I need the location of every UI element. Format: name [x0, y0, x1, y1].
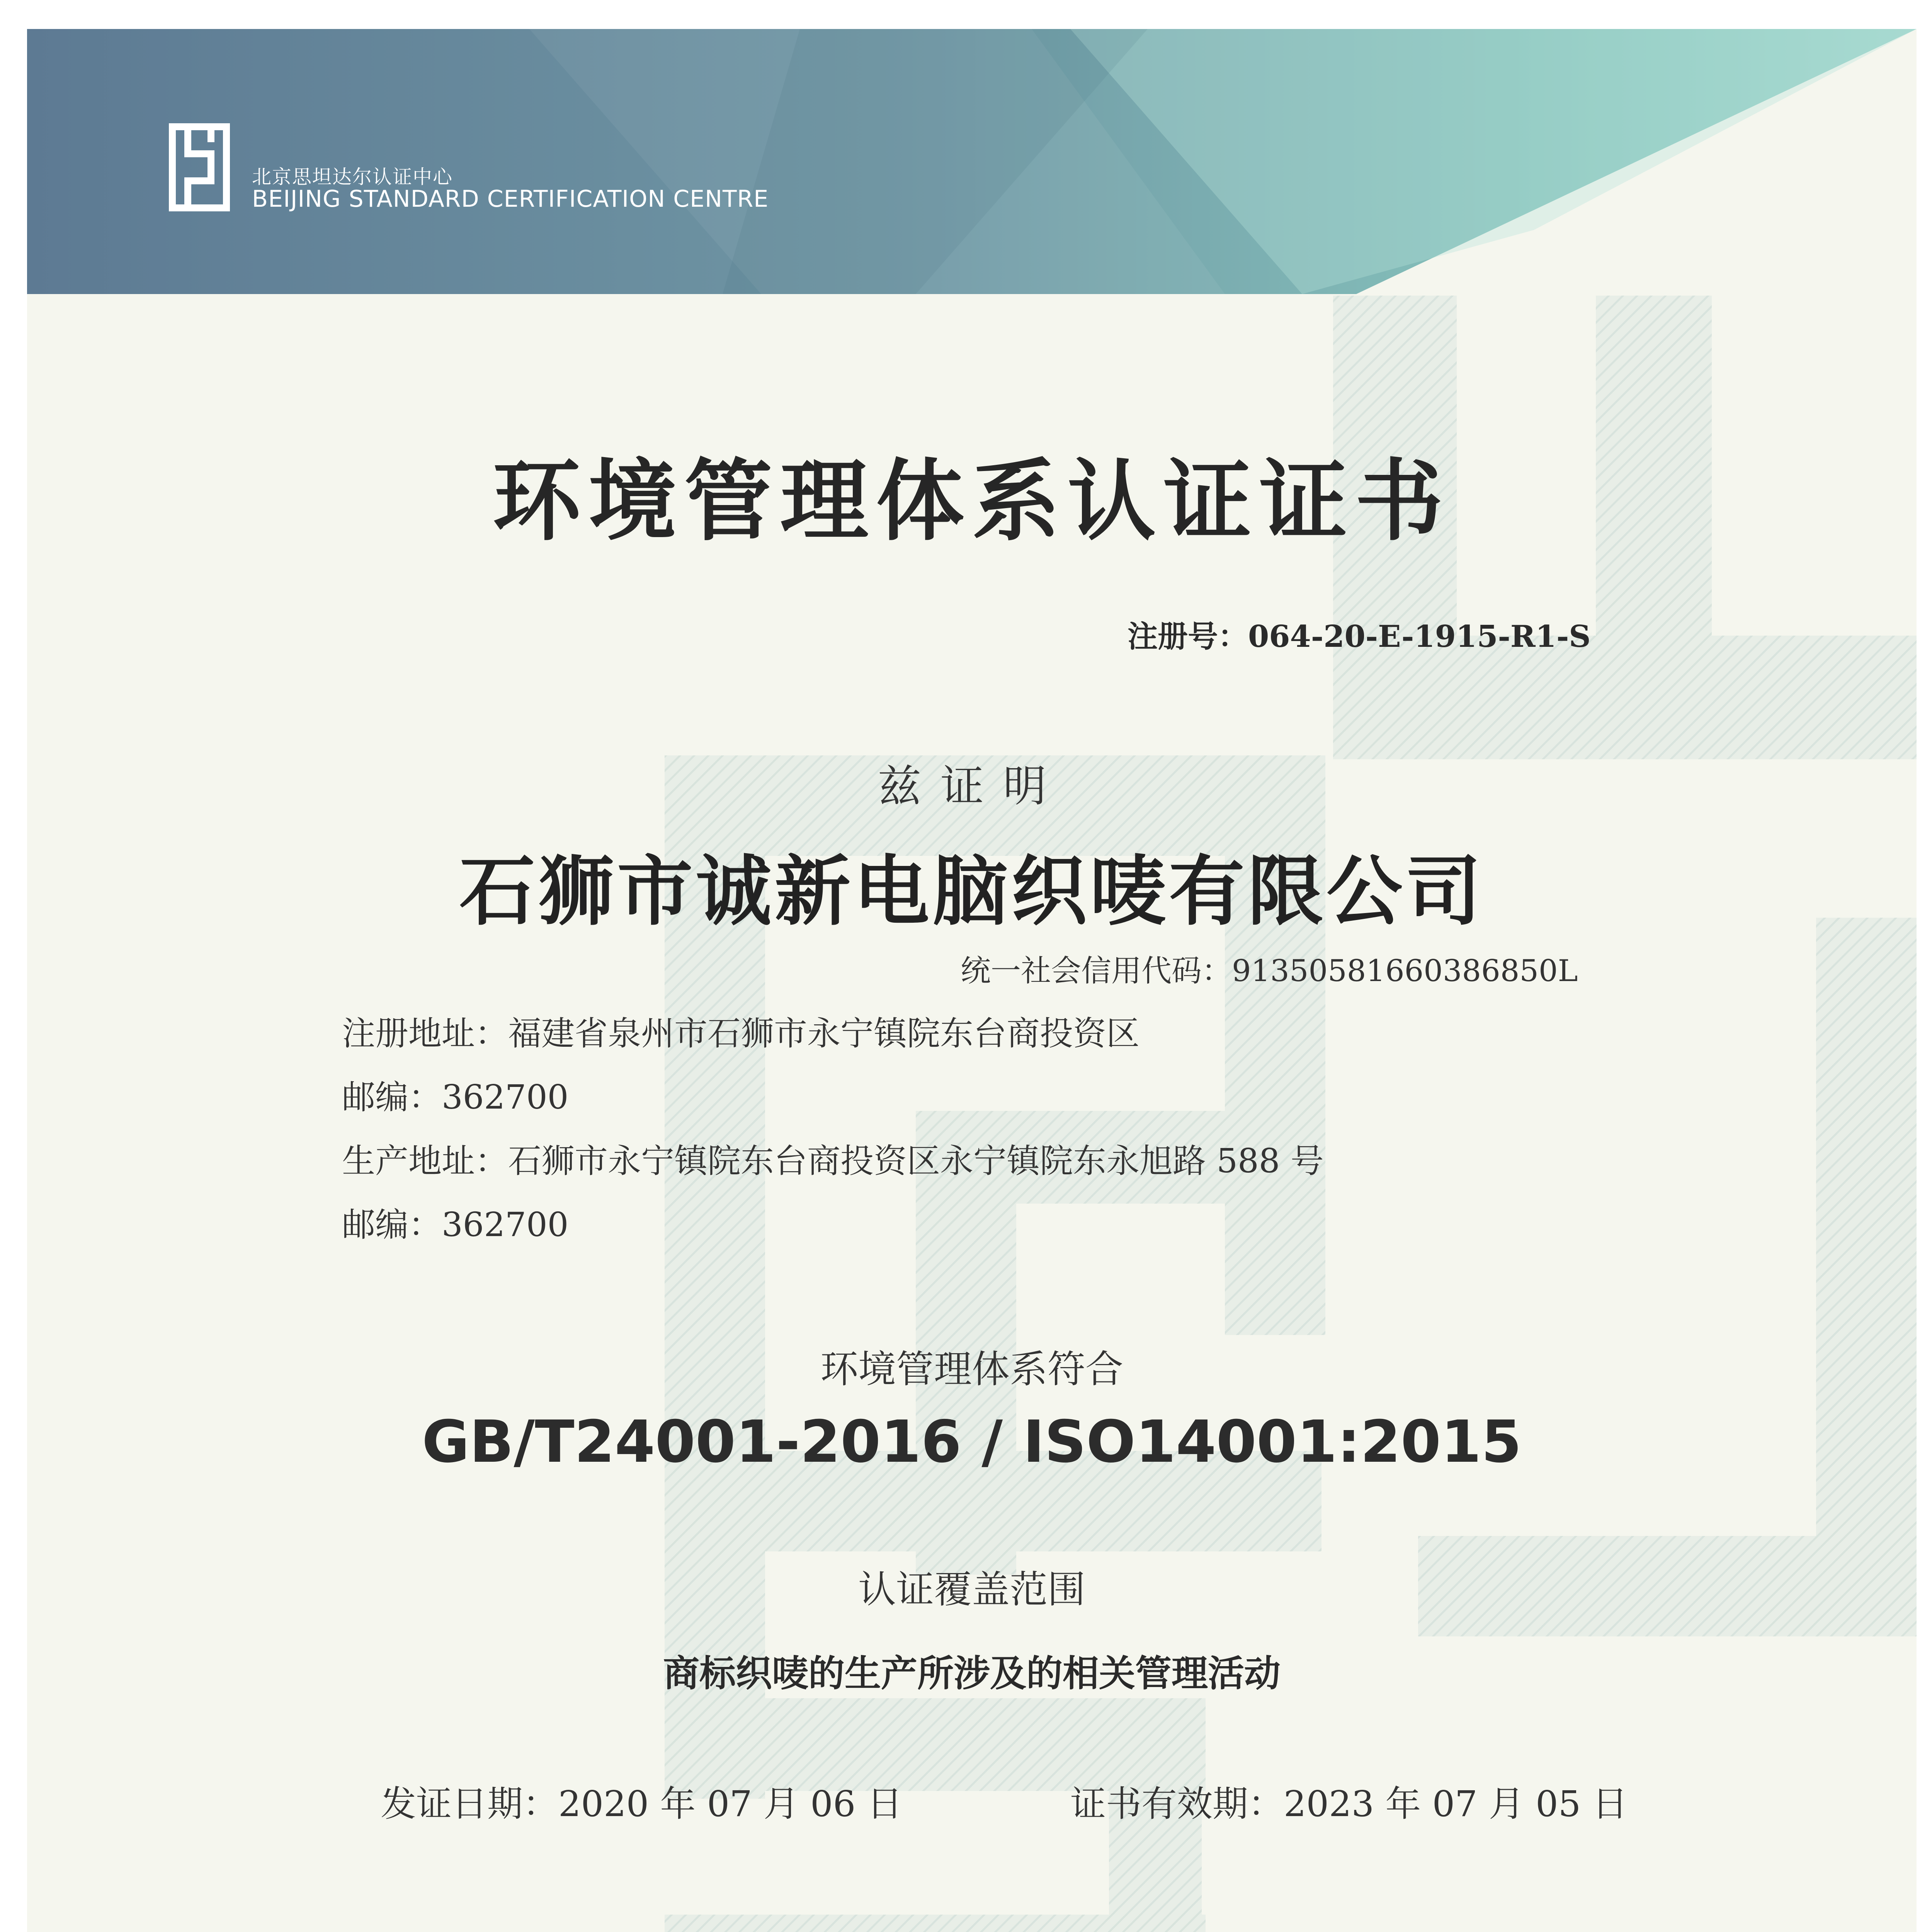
scope-label: 认证覆盖范围: [858, 1568, 1085, 1612]
registered-address: 注册地址：福建省泉州市石狮市永宁镇院东台商投资区: [342, 1014, 1139, 1053]
production-postcode: 邮编：362700: [342, 1206, 569, 1244]
valid-until: 证书有效期：2023 年 07 月 05 日: [1070, 1783, 1628, 1825]
production-address: 生产地址：石狮市永宁镇院东台商投资区永宁镇院东永旭路 588 号: [342, 1142, 1324, 1180]
conformity-label: 环境管理体系符合: [820, 1347, 1123, 1391]
brand-logo-icon: [168, 123, 230, 212]
hereby-certify: 兹证明: [878, 761, 1066, 811]
certificate-title: 环境管理体系认证证书: [493, 449, 1451, 553]
issue-date: 发证日期：2020 年 07 月 06 日: [381, 1783, 903, 1825]
scope-text: 商标织唛的生产所涉及的相关管理活动: [663, 1652, 1281, 1695]
registration-number: 注册号：064-20-E-1915-R1-S: [1128, 619, 1591, 654]
certificate-sheet: [27, 29, 1917, 1932]
standard-code: GB/T24001-2016 / ISO14001:2015: [422, 1408, 1522, 1476]
company-name: 石狮市诚新电脑织唛有限公司: [459, 847, 1484, 936]
brand-name-english: BEIJING STANDARD CERTIFICATION CENTRE: [252, 185, 769, 213]
credit-code: 统一社会信用代码：91350581660386850L: [961, 954, 1578, 988]
brand-name-chinese: 北京思坦达尔认证中心: [252, 166, 453, 188]
registered-postcode: 邮编：362700: [342, 1078, 569, 1117]
